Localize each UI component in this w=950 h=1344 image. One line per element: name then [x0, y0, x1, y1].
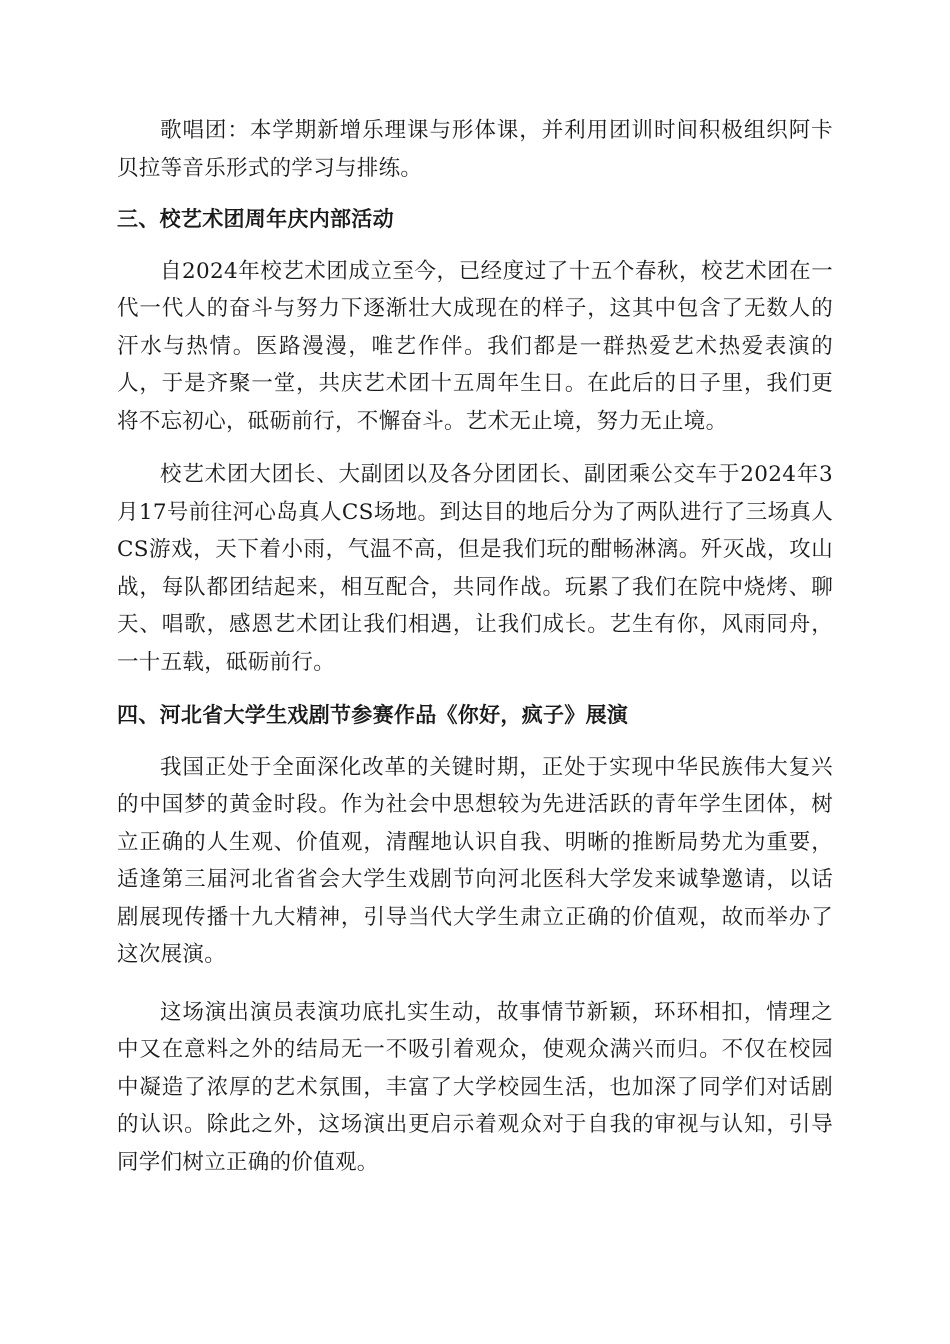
document-page [117, 112, 833, 1181]
section-heading-drama-festival: 四、河北省大学生戏剧节参赛作品《你好，疯子》展演 [117, 703, 629, 727]
paragraph-drama-background: 我国正处于全面深化改革的关键时期，正处于实现中华民族伟大复兴的中国梦的黄金时段。作为社会中思想较为先进活跃的青年学生团体，树立正确的人生观、价值观，清醒地认识自我、明晰的推断局势尤为重要，适逢第三届河北省省会大学生戏剧节向河北医科大学发来诚挚邀请，以话剧展现传播十九大精神，引导当代大学生肃立正确的价值观，故而举办了这次展演。 [117, 754, 833, 967]
paragraph-drama-review: 这场演出演员表演功底扎实生动，故事情节新颖，环环相扣，情理之中又在意料之外的结局无一不吸引着观众，使观众满兴而归。不仅在校园中凝造了浓厚的艺术氛围，丰富了大学校园生活，也加深了同学们对话剧的认识。除此之外，这场演出更启示着观众对于自我的审视与认知，引导同学们树立正确的价值观。 [117, 999, 833, 1175]
section-heading-anniversary: 三、校艺术团周年庆内部活动 [117, 207, 394, 231]
paragraph-anniversary-cs-activity: 校艺术团大团长、大副团以及各分团团长、副团乘公交车于2024年3月17号前往河心岛真人CS场地。到达目的地后分为了两队进行了三场真人CS游戏，天下着小雨，气温不高，但是我们玩的酣畅淋漓。歼灭战，攻山战，每队都团结起来，相互配合，共同作战。玩累了我们在院中烧烤、聊天、唱歌，感恩艺术团让我们相遇，让我们成长。艺生有你，风雨同舟，一十五载，砥砺前行。 [117, 462, 833, 675]
paragraph-choir: 歌唱团：本学期新增乐理课与形体课，并利用团训时间积极组织阿卡贝拉等音乐形式的学习与排练。 [117, 118, 833, 181]
paragraph-anniversary-intro: 自2024年校艺术团成立至今，已经度过了十五个春秋，校艺术团在一代一代人的奋斗与努力下逐渐壮大成现在的样子，这其中包含了无数人的汗水与热情。医路漫漫，唯艺作伴。我们都是一群热爱艺术热爱表演的人，于是齐聚一堂，共庆艺术团十五周年生日。在此后的日子里，我们更将不忘初心，砥砺前行，不懈奋斗。艺术无止境，努力无止境。 [117, 258, 833, 434]
